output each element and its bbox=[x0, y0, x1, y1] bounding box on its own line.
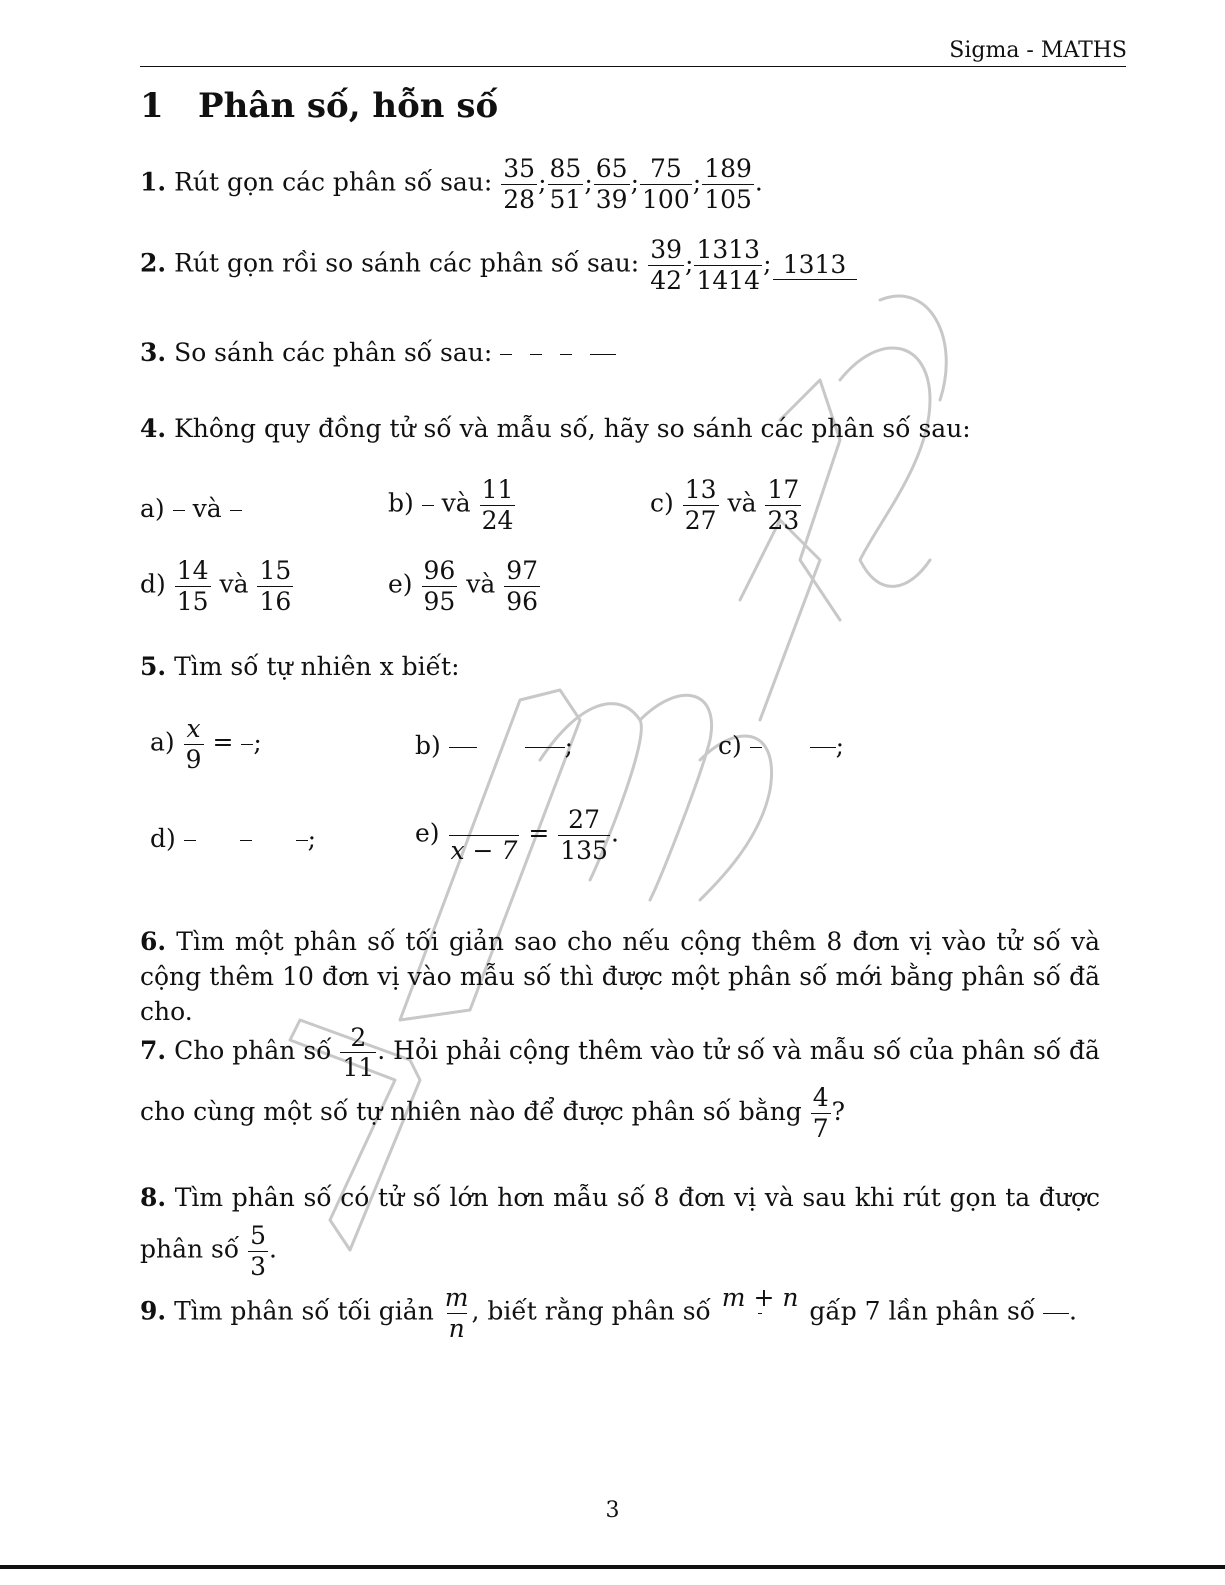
fraction-bar bbox=[500, 354, 512, 355]
fraction-bar bbox=[560, 354, 572, 355]
fraction: $\frac{4}{7}$ bbox=[812, 1083, 829, 1143]
problem-number: 1. bbox=[140, 167, 167, 197]
fraction-bar bbox=[525, 747, 565, 748]
fraction: $\frac{85}{51}$ bbox=[549, 154, 582, 214]
fraction: $\frac{13}{27}$ bbox=[684, 475, 717, 535]
problem-8: 8. Tìm phân số có tử số lớn hơn mẫu số 8 đơn vị và sau khi rút gọn ta được phân số $\frac{5}{3}$ . bbox=[140, 1183, 1100, 1281]
fraction-bar bbox=[590, 354, 616, 355]
fraction-incomplete: 1313 bbox=[773, 250, 857, 281]
problem-text: So sánh các phân số sau: bbox=[174, 338, 493, 367]
problem-4a: a) và bbox=[140, 494, 242, 523]
problem-5c: c) ; bbox=[718, 731, 845, 760]
fraction-bar bbox=[241, 744, 253, 745]
problem-5 bbox=[140, 650, 460, 684]
problem-number: 4. bbox=[140, 414, 167, 443]
bottom-border bbox=[0, 1565, 1225, 1569]
problem-1: 1. Rút gọn các phân số sau: $\frac{35}{28}$ ; $\frac{85}{51}$ ; $\frac{65}{39}$ ; $\frac{75}{100}$ ; $\frac{189}{105}$ . bbox=[140, 154, 763, 214]
fraction-bar bbox=[230, 510, 242, 511]
page-number: 3 bbox=[605, 1498, 620, 1523]
fraction: $\frac{97}{96}$ bbox=[506, 556, 539, 616]
fraction-bar bbox=[449, 747, 477, 748]
problem-4d: d) $\frac{14}{15}$ và $\frac{15}{16}$ bbox=[140, 556, 292, 616]
fraction: x − 7 bbox=[450, 835, 518, 865]
fraction-bar bbox=[173, 510, 185, 511]
problem-5b: b) ; bbox=[415, 731, 574, 760]
problem-5e: e) x − 7 = $\frac{27}{135}$ . bbox=[415, 805, 619, 865]
fraction-bar bbox=[184, 840, 196, 841]
problem-number: 7. bbox=[140, 1036, 167, 1065]
fraction-bar bbox=[530, 354, 542, 355]
problem-4b: b) và $\frac{11}{24}$ bbox=[388, 475, 514, 535]
problem-number: 2. bbox=[140, 248, 167, 278]
fraction: $\frac{m}{n}$ bbox=[444, 1283, 469, 1343]
problem-text: Rút gọn rồi so sánh các phân số sau: bbox=[174, 248, 640, 278]
problem-number: 5. bbox=[140, 652, 167, 681]
problem-2: 2. Rút gọn rồi so sánh các phân số sau: $\frac{39}{42}$ ; $\frac{1313}{1414}$ ; 1313 bbox=[140, 235, 858, 295]
problem-text: Tìm số tự nhiên x biết: bbox=[174, 652, 460, 681]
section-number: 1 bbox=[140, 86, 164, 126]
section-title-text: Phân số, hỗn số bbox=[198, 86, 499, 126]
problem-5d: d) ; bbox=[150, 824, 317, 853]
fraction: m + n bbox=[720, 1283, 801, 1343]
problem-7: 7. Cho phân số $\frac{2}{11}$ . Hỏi phải cộng thêm vào tử số và mẫu số của phân số đã cho cùng một số tự nhiên nào để được phân số bằng $\frac{4}{7}$ ? bbox=[140, 1022, 1100, 1143]
fraction: $\frac{27}{135}$ bbox=[560, 805, 608, 865]
problem-4e: e) $\frac{96}{95}$ và $\frac{97}{96}$ bbox=[388, 556, 539, 616]
problem-6 bbox=[140, 924, 1100, 1029]
fraction: $\frac{189}{105}$ bbox=[704, 154, 752, 214]
fraction: $\frac{39}{42}$ bbox=[650, 235, 682, 295]
running-header: Sigma - MATHS bbox=[949, 38, 1127, 63]
fraction-bar bbox=[296, 840, 308, 841]
fraction: $\frac{5}{3}$ bbox=[250, 1221, 267, 1281]
problem-number: 9. bbox=[140, 1296, 167, 1326]
fraction: $\frac{2}{11}$ bbox=[342, 1022, 375, 1082]
problem-text: Rút gọn các phân số sau: bbox=[174, 167, 493, 197]
problem-number: 6. bbox=[140, 927, 167, 956]
problem-text: Không quy đồng tử số và mẫu số, hãy so sánh các phân số sau: bbox=[174, 414, 971, 443]
problem-number: 8. bbox=[140, 1183, 167, 1212]
fraction-bar bbox=[810, 747, 836, 748]
fraction: $\frac{96}{95}$ bbox=[423, 556, 456, 616]
problem-3 bbox=[140, 336, 616, 370]
section-title bbox=[140, 86, 498, 126]
fraction-bar bbox=[422, 505, 434, 506]
fraction: $\frac{35}{28}$ bbox=[503, 154, 536, 214]
fraction-bar bbox=[240, 840, 252, 841]
fraction: $\frac{1313}{1414}$ bbox=[696, 235, 761, 295]
fraction: $\frac{14}{15}$ bbox=[176, 556, 209, 616]
problem-5a: a) $\frac{x}{9}$ = ; bbox=[150, 714, 262, 774]
fraction-bar bbox=[750, 747, 762, 748]
problem-4 bbox=[140, 412, 971, 446]
problem-number: 3. bbox=[140, 338, 167, 367]
fraction: $\frac{x}{9}$ bbox=[185, 714, 202, 774]
fraction: $\frac{65}{39}$ bbox=[595, 154, 628, 214]
fraction: $\frac{17}{23}$ bbox=[767, 475, 800, 535]
problem-9: 9. Tìm phân số tối giản $\frac{m}{n}$ , biết rằng phân số m + n gấp 7 lần phân số . bbox=[140, 1283, 1077, 1343]
problem-text: Tìm một phân số tối giản sao cho nếu cộng thêm 8 đơn vị vào tử số và cộng thêm 10 đơn vị vào mẫu số thì được một phân số mới bằng phân số đã cho. bbox=[140, 927, 1100, 1026]
fraction: $\frac{75}{100}$ bbox=[642, 154, 690, 214]
fraction: $\frac{11}{24}$ bbox=[481, 475, 514, 535]
header-rule bbox=[140, 66, 1126, 67]
problem-4c: c) $\frac{13}{27}$ và $\frac{17}{23}$ bbox=[650, 475, 800, 535]
fraction-bar bbox=[1043, 1313, 1069, 1314]
fraction: $\frac{15}{16}$ bbox=[259, 556, 292, 616]
